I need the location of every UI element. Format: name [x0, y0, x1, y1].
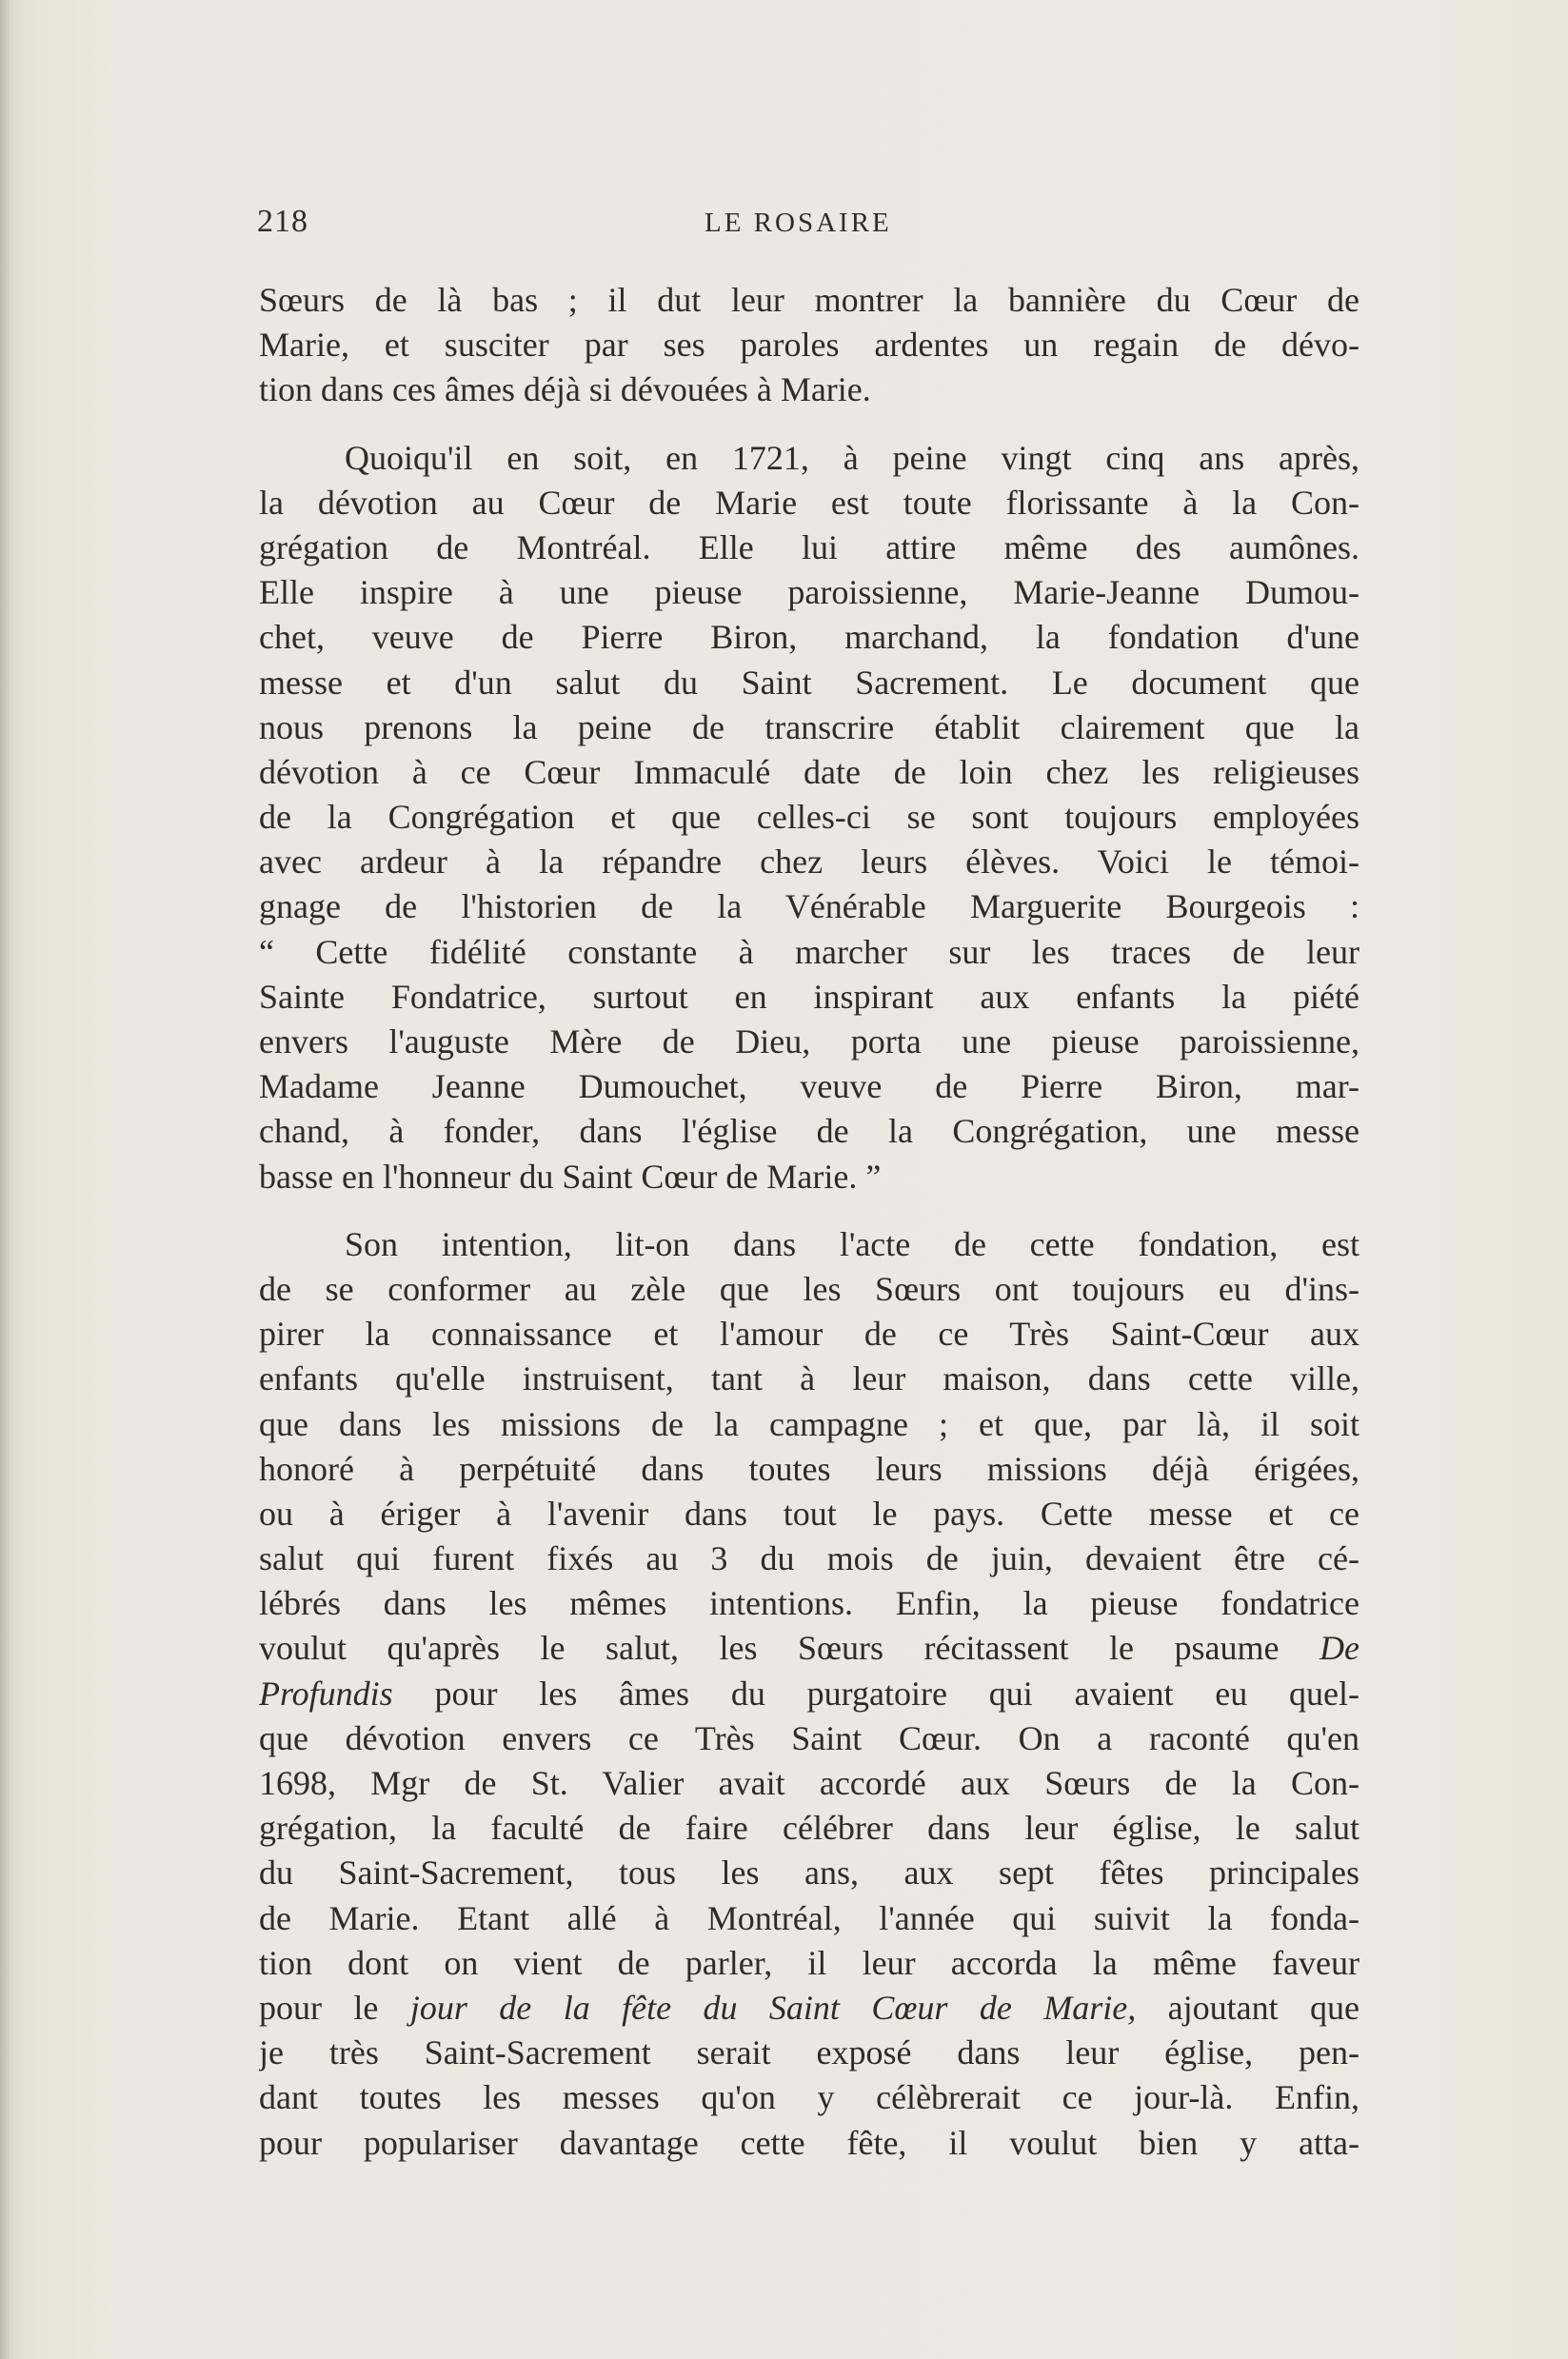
text-line: que dévotion envers ce Très Saint Cœur. On a raconté qu'en	[259, 1718, 1360, 1757]
text-line: Sainte Fondatrice, surtout en inspirant aux enfants la piété	[259, 977, 1360, 1016]
text-line: dévotion à ce Cœur Immaculé date de loin chez les religieuses	[259, 752, 1360, 791]
text-line: dant toutes les messes qu'on y célèbrerait ce jour-là. Enfin,	[259, 2078, 1360, 2117]
paragraph-gap	[259, 1199, 1360, 1222]
text-line: chet, veuve de Pierre Biron, marchand, la fondation d'une	[259, 618, 1360, 657]
text-line: tion dans ces âmes déjà si dévouées à Marie.	[259, 370, 871, 409]
page-header	[257, 204, 1361, 242]
text-line: Elle inspire à une pieuse paroissienne, Marie-Jeanne Dumou-	[259, 573, 1360, 612]
text-line: salut qui furent fixés au 3 du mois de juin, devaient être cé-	[259, 1539, 1360, 1578]
text-line: chand, à fonder, dans l'église de la Congrégation, une messe	[259, 1112, 1360, 1151]
text-segment: pour les âmes du purgatoire qui avaient eu quel-	[434, 1674, 1360, 1713]
text-line: envers l'auguste Mère de Dieu, porta une pieuse paroissienne,	[259, 1022, 1360, 1061]
text-line: lébrés dans les mêmes intentions. Enfin, la pieuse fondatrice	[259, 1584, 1360, 1623]
text-line: la dévotion au Cœur de Marie est toute florissante à la Con-	[259, 483, 1360, 522]
italic-phrase: Profundis	[259, 1674, 393, 1713]
text-line: ou à ériger à l'avenir dans tout le pays. Cette messe et ce	[259, 1494, 1360, 1533]
text-line: Sœurs de là bas ; il dut leur montrer la bannière du Cœur de	[259, 281, 1360, 319]
text-line-with-italic	[259, 1672, 1360, 1716]
text-line: je très Saint-Sacrement serait exposé dans leur église, pen-	[259, 2033, 1360, 2072]
text-line: “ Cette fidélité constante à marcher sur les traces de leur	[259, 932, 1360, 971]
text-line: Quoiqu'il en soit, en 1721, à peine vingt cinq ans après,	[345, 438, 1360, 477]
text-line-with-italic	[259, 1986, 1360, 2031]
text-segment: ajoutant que	[1167, 1988, 1360, 2027]
text-line: avec ardeur à la répandre chez leurs élèves. Voici le témoi-	[259, 842, 1360, 882]
text-segment: pour le	[259, 1988, 379, 2027]
text-line: enfants qu'elle instruisent, tant à leur maison, dans cette ville,	[259, 1359, 1360, 1398]
text-line: 1698, Mgr de St. Valier avait accordé aux Sœurs de la Con-	[259, 1764, 1360, 1802]
text-line: que dans les missions de la campagne ; et que, par là, il soit	[259, 1404, 1360, 1443]
italic-phrase: De	[1320, 1629, 1360, 1668]
text-line: honoré à perpétuité dans toutes leurs missions déjà érigées,	[259, 1449, 1360, 1488]
text-segment: voulut qu'après le salut, les Sœurs récitassent le psaume	[259, 1629, 1280, 1668]
text-line: nous prenons la peine de transcrire établit clairement que la	[259, 707, 1360, 746]
text-line: basse en l'honneur du Saint Cœur de Marie. ”	[259, 1157, 882, 1196]
text-line-with-italic	[259, 1626, 1360, 1671]
text-line: gnage de l'historien de la Vénérable Marguerite Bourgeois :	[259, 887, 1360, 926]
text-line: de la Congrégation et que celles-ci se sont toujours employées	[259, 798, 1360, 837]
text-line: Marie, et susciter par ses paroles ardentes un regain de dévo-	[259, 326, 1360, 365]
italic-phrase: jour de la fête du Saint Cœur de Marie,	[409, 1988, 1137, 2027]
running-title: LE ROSAIRE	[705, 208, 892, 238]
text-line: de se conformer au zèle que les Sœurs ont toujours eu d'ins-	[259, 1269, 1360, 1308]
text-line: messe et d'un salut du Saint Sacrement. Le document que	[259, 663, 1360, 702]
text-line: pour populariser davantage cette fête, il voulut bien y atta-	[259, 2123, 1360, 2162]
text-line: Madame Jeanne Dumouchet, veuve de Pierre Biron, mar-	[259, 1067, 1360, 1106]
page-edge-shadow	[0, 0, 10, 2359]
text-line: Son intention, lit-on dans l'acte de cette fondation, est	[345, 1224, 1360, 1263]
text-line: grégation, la faculté de faire célébrer dans leur église, le salut	[259, 1809, 1360, 1848]
body-text	[259, 278, 1360, 2166]
text-line: tion dont on vient de parler, il leur accorda la même faveur	[259, 1943, 1360, 1982]
text-line: du Saint-Sacrement, tous les ans, aux sept fêtes principales	[259, 1854, 1360, 1893]
text-line: pirer la connaissance et l'amour de ce Très Saint-Cœur aux	[259, 1315, 1360, 1354]
text-line: grégation de Montréal. Elle lui attire même des aumônes.	[259, 527, 1360, 566]
page-number: 218	[257, 204, 308, 239]
text-line: de Marie. Etant allé à Montréal, l'année qui suivit la fonda-	[259, 1898, 1360, 1937]
paragraph-gap	[259, 413, 1360, 436]
